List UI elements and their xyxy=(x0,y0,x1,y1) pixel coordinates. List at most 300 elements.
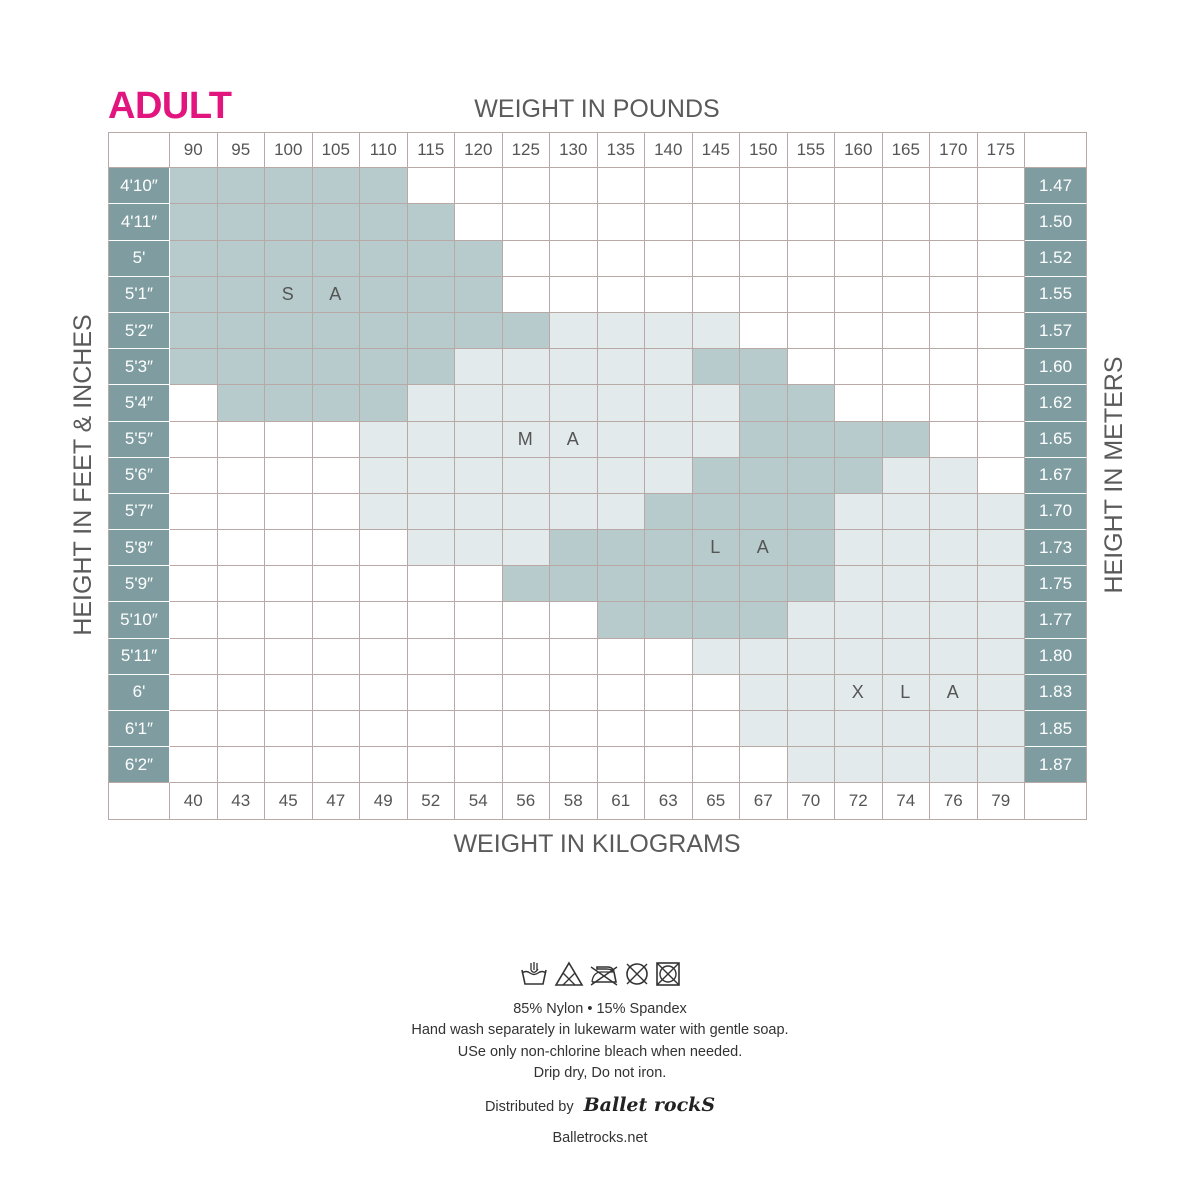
size-cell-la xyxy=(740,458,788,494)
size-cell-xla xyxy=(978,711,1026,747)
empty-cell xyxy=(883,277,931,313)
corner-cell xyxy=(1025,783,1087,819)
empty-cell xyxy=(218,602,266,638)
size-cell-xla xyxy=(883,530,931,566)
empty-cell xyxy=(930,204,978,240)
size-cell-ma xyxy=(503,530,551,566)
size-cell-ma xyxy=(503,422,551,458)
empty-cell xyxy=(550,277,598,313)
size-cell-xla xyxy=(740,639,788,675)
x-axis-label-kilograms: WEIGHT IN KILOGRAMS xyxy=(453,830,741,858)
empty-cell xyxy=(170,385,218,421)
weight-lb-tick: 110 xyxy=(360,132,408,168)
size-cell-sa xyxy=(360,241,408,277)
size-cell-la xyxy=(788,494,836,530)
empty-cell xyxy=(360,747,408,783)
y-axis-label-feet-inches: HEIGHT IN FEET & INCHES xyxy=(69,314,97,636)
size-cell-xla xyxy=(930,530,978,566)
empty-cell xyxy=(693,747,741,783)
size-cell-ma xyxy=(455,494,503,530)
size-cell-sa xyxy=(408,277,456,313)
size-cell-la xyxy=(598,530,646,566)
empty-cell xyxy=(360,711,408,747)
empty-cell xyxy=(883,204,931,240)
empty-cell xyxy=(740,747,788,783)
height-ft-tick: 4'11″ xyxy=(108,204,170,240)
empty-cell xyxy=(313,602,361,638)
size-cell-xla xyxy=(978,747,1026,783)
weight-lb-tick: 140 xyxy=(645,132,693,168)
size-cell-la xyxy=(740,566,788,602)
height-ft-tick: 5' xyxy=(108,241,170,277)
website-link[interactable]: Balletrocks.net xyxy=(552,1130,648,1146)
weight-lb-tick: 120 xyxy=(455,132,503,168)
height-m-tick: 1.73 xyxy=(1025,530,1087,566)
height-m-tick: 1.67 xyxy=(1025,458,1087,494)
empty-cell xyxy=(930,422,978,458)
empty-cell xyxy=(265,747,313,783)
care-icons xyxy=(0,961,1200,992)
care-instruction-dry: Drip dry, Do not iron. xyxy=(533,1065,667,1081)
size-cell-xla xyxy=(883,675,931,711)
weight-kg-tick: 65 xyxy=(693,783,741,819)
size-cell-xla xyxy=(740,675,788,711)
empty-cell xyxy=(693,241,741,277)
empty-cell xyxy=(930,349,978,385)
size-cell-la xyxy=(788,566,836,602)
size-cell-la xyxy=(645,530,693,566)
size-cell-la xyxy=(740,602,788,638)
size-cell-xla xyxy=(788,675,836,711)
size-cell-la xyxy=(693,458,741,494)
size-cell-la xyxy=(788,530,836,566)
empty-cell xyxy=(788,277,836,313)
size-label-letter: A xyxy=(946,681,960,702)
size-cell-sa xyxy=(265,349,313,385)
height-m-tick: 1.75 xyxy=(1025,566,1087,602)
empty-cell xyxy=(740,277,788,313)
size-cell-xla xyxy=(930,747,978,783)
weight-kg-tick: 43 xyxy=(218,783,266,819)
empty-cell xyxy=(740,168,788,204)
empty-cell xyxy=(835,385,883,421)
size-cell-ma xyxy=(645,349,693,385)
size-cell-la xyxy=(835,458,883,494)
size-label-letter: X xyxy=(851,681,865,702)
size-cell-xla xyxy=(930,639,978,675)
empty-cell xyxy=(503,168,551,204)
distributed-by-text: Distributed by xyxy=(484,1099,574,1115)
empty-cell xyxy=(360,639,408,675)
size-cell-sa xyxy=(360,385,408,421)
weight-lb-tick: 160 xyxy=(835,132,883,168)
height-m-tick: 1.52 xyxy=(1025,241,1087,277)
empty-cell xyxy=(978,277,1026,313)
weight-lb-tick: 105 xyxy=(313,132,361,168)
size-cell-ma xyxy=(645,313,693,349)
empty-cell xyxy=(645,168,693,204)
size-chart-grid xyxy=(108,132,1087,820)
empty-cell xyxy=(455,168,503,204)
weight-kg-tick: 47 xyxy=(313,783,361,819)
size-cell-sa xyxy=(360,313,408,349)
size-label-letter: L xyxy=(710,537,722,558)
height-m-tick: 1.87 xyxy=(1025,747,1087,783)
size-cell-sa xyxy=(265,241,313,277)
size-cell-sa xyxy=(408,313,456,349)
empty-cell xyxy=(265,458,313,494)
size-cell-la xyxy=(550,566,598,602)
empty-cell xyxy=(170,566,218,602)
empty-cell xyxy=(218,422,266,458)
size-cell-la xyxy=(740,349,788,385)
empty-cell xyxy=(930,313,978,349)
height-ft-tick: 5'1″ xyxy=(108,277,170,313)
empty-cell xyxy=(645,675,693,711)
empty-cell xyxy=(313,566,361,602)
empty-cell xyxy=(218,494,266,530)
weight-kg-tick: 74 xyxy=(883,783,931,819)
size-cell-la xyxy=(693,530,741,566)
size-cell-sa xyxy=(218,277,266,313)
size-cell-sa xyxy=(218,204,266,240)
empty-cell xyxy=(550,747,598,783)
empty-cell xyxy=(503,747,551,783)
empty-cell xyxy=(170,494,218,530)
empty-cell xyxy=(550,675,598,711)
empty-cell xyxy=(455,204,503,240)
size-cell-la xyxy=(598,566,646,602)
empty-cell xyxy=(883,349,931,385)
height-m-tick: 1.83 xyxy=(1025,675,1087,711)
size-cell-xla xyxy=(883,711,931,747)
empty-cell xyxy=(218,566,266,602)
empty-cell xyxy=(978,422,1026,458)
empty-cell xyxy=(360,566,408,602)
height-m-tick: 1.57 xyxy=(1025,313,1087,349)
size-cell-ma xyxy=(598,494,646,530)
empty-cell xyxy=(265,602,313,638)
weight-kg-tick: 67 xyxy=(740,783,788,819)
height-ft-tick: 5'9″ xyxy=(108,566,170,602)
empty-cell xyxy=(170,639,218,675)
height-ft-tick: 5'4″ xyxy=(108,385,170,421)
weight-lb-tick: 100 xyxy=(265,132,313,168)
height-m-tick: 1.65 xyxy=(1025,422,1087,458)
size-cell-sa xyxy=(313,241,361,277)
empty-cell xyxy=(408,602,456,638)
size-cell-sa xyxy=(313,313,361,349)
empty-cell xyxy=(455,675,503,711)
empty-cell xyxy=(978,385,1026,421)
size-cell-ma xyxy=(598,385,646,421)
size-cell-xla xyxy=(930,602,978,638)
size-cell-ma xyxy=(598,458,646,494)
size-cell-sa xyxy=(503,313,551,349)
empty-cell xyxy=(265,494,313,530)
empty-cell xyxy=(835,168,883,204)
corner-cell xyxy=(108,783,170,819)
size-cell-xla xyxy=(930,675,978,711)
empty-cell xyxy=(313,494,361,530)
size-cell-ma xyxy=(455,530,503,566)
size-cell-sa xyxy=(360,277,408,313)
size-cell-la xyxy=(645,494,693,530)
empty-cell xyxy=(693,675,741,711)
size-cell-sa xyxy=(218,168,266,204)
size-cell-la xyxy=(693,494,741,530)
size-cell-xla xyxy=(978,530,1026,566)
weight-kg-tick: 58 xyxy=(550,783,598,819)
empty-cell xyxy=(978,168,1026,204)
empty-cell xyxy=(835,349,883,385)
size-cell-sa xyxy=(313,277,361,313)
no-dry-clean-icon xyxy=(624,961,650,987)
size-cell-ma xyxy=(550,349,598,385)
height-ft-tick: 5'11″ xyxy=(108,639,170,675)
empty-cell xyxy=(170,458,218,494)
size-label-letter: L xyxy=(900,681,912,702)
weight-kg-tick: 49 xyxy=(360,783,408,819)
size-cell-ma xyxy=(408,494,456,530)
empty-cell xyxy=(265,711,313,747)
empty-cell xyxy=(218,639,266,675)
size-cell-xla xyxy=(978,675,1026,711)
empty-cell xyxy=(550,602,598,638)
empty-cell xyxy=(313,422,361,458)
empty-cell xyxy=(455,711,503,747)
distributed-by xyxy=(0,1094,1200,1116)
empty-cell xyxy=(503,204,551,240)
size-cell-ma xyxy=(598,313,646,349)
weight-kg-tick: 70 xyxy=(788,783,836,819)
weight-kg-tick: 56 xyxy=(503,783,551,819)
empty-cell xyxy=(218,458,266,494)
size-cell-sa xyxy=(360,204,408,240)
weight-kg-tick: 79 xyxy=(978,783,1026,819)
empty-cell xyxy=(455,639,503,675)
empty-cell xyxy=(598,747,646,783)
empty-cell xyxy=(313,530,361,566)
height-ft-tick: 5'5″ xyxy=(108,422,170,458)
size-cell-sa xyxy=(265,204,313,240)
empty-cell xyxy=(218,747,266,783)
empty-cell xyxy=(835,204,883,240)
size-cell-ma xyxy=(598,422,646,458)
empty-cell xyxy=(598,675,646,711)
size-cell-xla xyxy=(835,675,883,711)
empty-cell xyxy=(265,566,313,602)
size-cell-ma xyxy=(455,458,503,494)
size-cell-ma xyxy=(645,385,693,421)
size-cell-ma xyxy=(550,385,598,421)
empty-cell xyxy=(550,241,598,277)
empty-cell xyxy=(503,241,551,277)
size-cell-sa xyxy=(408,241,456,277)
empty-cell xyxy=(740,204,788,240)
size-cell-xla xyxy=(788,639,836,675)
empty-cell xyxy=(598,168,646,204)
empty-cell xyxy=(550,639,598,675)
empty-cell xyxy=(265,422,313,458)
size-label-letter: M xyxy=(517,428,534,449)
no-iron-icon xyxy=(588,961,620,987)
size-cell-ma xyxy=(550,313,598,349)
x-axis-label-pounds: WEIGHT IN POUNDS xyxy=(474,95,720,123)
size-cell-ma xyxy=(455,349,503,385)
empty-cell xyxy=(455,566,503,602)
size-cell-ma xyxy=(550,458,598,494)
care-instruction-bleach: USe only non-chlorine bleach when needed. xyxy=(457,1044,743,1060)
weight-kg-tick: 63 xyxy=(645,783,693,819)
size-cell-xla xyxy=(883,639,931,675)
size-cell-xla xyxy=(883,747,931,783)
size-cell-la xyxy=(598,602,646,638)
size-cell-ma xyxy=(693,313,741,349)
empty-cell xyxy=(360,675,408,711)
empty-cell xyxy=(598,711,646,747)
size-cell-la xyxy=(693,602,741,638)
size-cell-ma xyxy=(360,458,408,494)
size-cell-sa xyxy=(360,168,408,204)
size-cell-xla xyxy=(883,566,931,602)
size-cell-ma xyxy=(455,422,503,458)
empty-cell xyxy=(265,639,313,675)
empty-cell xyxy=(408,675,456,711)
size-cell-ma xyxy=(503,349,551,385)
weight-lb-tick: 130 xyxy=(550,132,598,168)
empty-cell xyxy=(740,313,788,349)
weight-lb-tick: 155 xyxy=(788,132,836,168)
size-cell-la xyxy=(693,566,741,602)
size-cell-sa xyxy=(313,204,361,240)
size-cell-sa xyxy=(218,241,266,277)
weight-kg-tick: 54 xyxy=(455,783,503,819)
weight-kg-tick: 76 xyxy=(930,783,978,819)
weight-lb-tick: 125 xyxy=(503,132,551,168)
size-cell-ma xyxy=(598,349,646,385)
empty-cell xyxy=(788,313,836,349)
size-cell-sa xyxy=(455,241,503,277)
empty-cell xyxy=(978,458,1026,494)
size-cell-sa xyxy=(170,204,218,240)
empty-cell xyxy=(835,241,883,277)
empty-cell xyxy=(598,241,646,277)
empty-cell xyxy=(313,639,361,675)
empty-cell xyxy=(360,602,408,638)
empty-cell xyxy=(218,711,266,747)
size-cell-xla xyxy=(883,494,931,530)
empty-cell xyxy=(693,277,741,313)
y-axis-label-meters: HEIGHT IN METERS xyxy=(1100,356,1128,594)
size-cell-sa xyxy=(360,349,408,385)
height-m-tick: 1.60 xyxy=(1025,349,1087,385)
size-cell-xla xyxy=(835,711,883,747)
weight-lb-tick: 145 xyxy=(693,132,741,168)
weight-lb-tick: 135 xyxy=(598,132,646,168)
empty-cell xyxy=(265,675,313,711)
size-cell-xla xyxy=(978,639,1026,675)
size-cell-sa xyxy=(455,277,503,313)
size-cell-ma xyxy=(408,385,456,421)
empty-cell xyxy=(360,530,408,566)
empty-cell xyxy=(503,711,551,747)
height-ft-tick: 6' xyxy=(108,675,170,711)
weight-lb-tick: 165 xyxy=(883,132,931,168)
weight-lb-tick: 170 xyxy=(930,132,978,168)
empty-cell xyxy=(265,530,313,566)
size-label-letter: A xyxy=(329,283,343,304)
height-m-tick: 1.50 xyxy=(1025,204,1087,240)
size-label-letter: S xyxy=(281,283,295,304)
weight-lb-tick: 175 xyxy=(978,132,1026,168)
size-cell-ma xyxy=(360,494,408,530)
size-cell-xla xyxy=(883,602,931,638)
weight-kg-tick: 72 xyxy=(835,783,883,819)
size-cell-sa xyxy=(265,277,313,313)
height-m-tick: 1.80 xyxy=(1025,639,1087,675)
empty-cell xyxy=(788,241,836,277)
size-cell-la xyxy=(883,422,931,458)
empty-cell xyxy=(550,711,598,747)
empty-cell xyxy=(788,349,836,385)
corner-cell xyxy=(108,132,170,168)
size-cell-ma xyxy=(503,458,551,494)
empty-cell xyxy=(503,675,551,711)
size-cell-xla xyxy=(835,639,883,675)
size-cell-sa xyxy=(408,204,456,240)
empty-cell xyxy=(503,277,551,313)
empty-cell xyxy=(598,277,646,313)
size-cell-ma xyxy=(645,458,693,494)
size-cell-xla xyxy=(835,494,883,530)
height-ft-tick: 5'7″ xyxy=(108,494,170,530)
height-m-tick: 1.85 xyxy=(1025,711,1087,747)
weight-lb-tick: 90 xyxy=(170,132,218,168)
height-ft-tick: 6'2″ xyxy=(108,747,170,783)
empty-cell xyxy=(313,747,361,783)
empty-cell xyxy=(645,241,693,277)
empty-cell xyxy=(170,602,218,638)
hand-wash-icon xyxy=(519,961,549,987)
empty-cell xyxy=(930,277,978,313)
size-cell-la xyxy=(740,494,788,530)
empty-cell xyxy=(835,313,883,349)
size-cell-ma xyxy=(550,422,598,458)
empty-cell xyxy=(550,204,598,240)
size-label-letter: A xyxy=(566,428,580,449)
size-cell-xla xyxy=(788,747,836,783)
weight-kg-tick: 40 xyxy=(170,783,218,819)
size-cell-sa xyxy=(313,385,361,421)
empty-cell xyxy=(170,422,218,458)
height-m-tick: 1.62 xyxy=(1025,385,1087,421)
empty-cell xyxy=(788,204,836,240)
empty-cell xyxy=(645,277,693,313)
size-cell-ma xyxy=(645,422,693,458)
empty-cell xyxy=(645,639,693,675)
size-cell-xla xyxy=(740,711,788,747)
weight-kg-tick: 52 xyxy=(408,783,456,819)
empty-cell xyxy=(455,602,503,638)
size-cell-xla xyxy=(978,494,1026,530)
empty-cell xyxy=(835,277,883,313)
size-cell-sa xyxy=(313,349,361,385)
height-ft-tick: 4'10″ xyxy=(108,168,170,204)
empty-cell xyxy=(740,241,788,277)
height-m-tick: 1.55 xyxy=(1025,277,1087,313)
chart-title: ADULT xyxy=(108,85,232,127)
